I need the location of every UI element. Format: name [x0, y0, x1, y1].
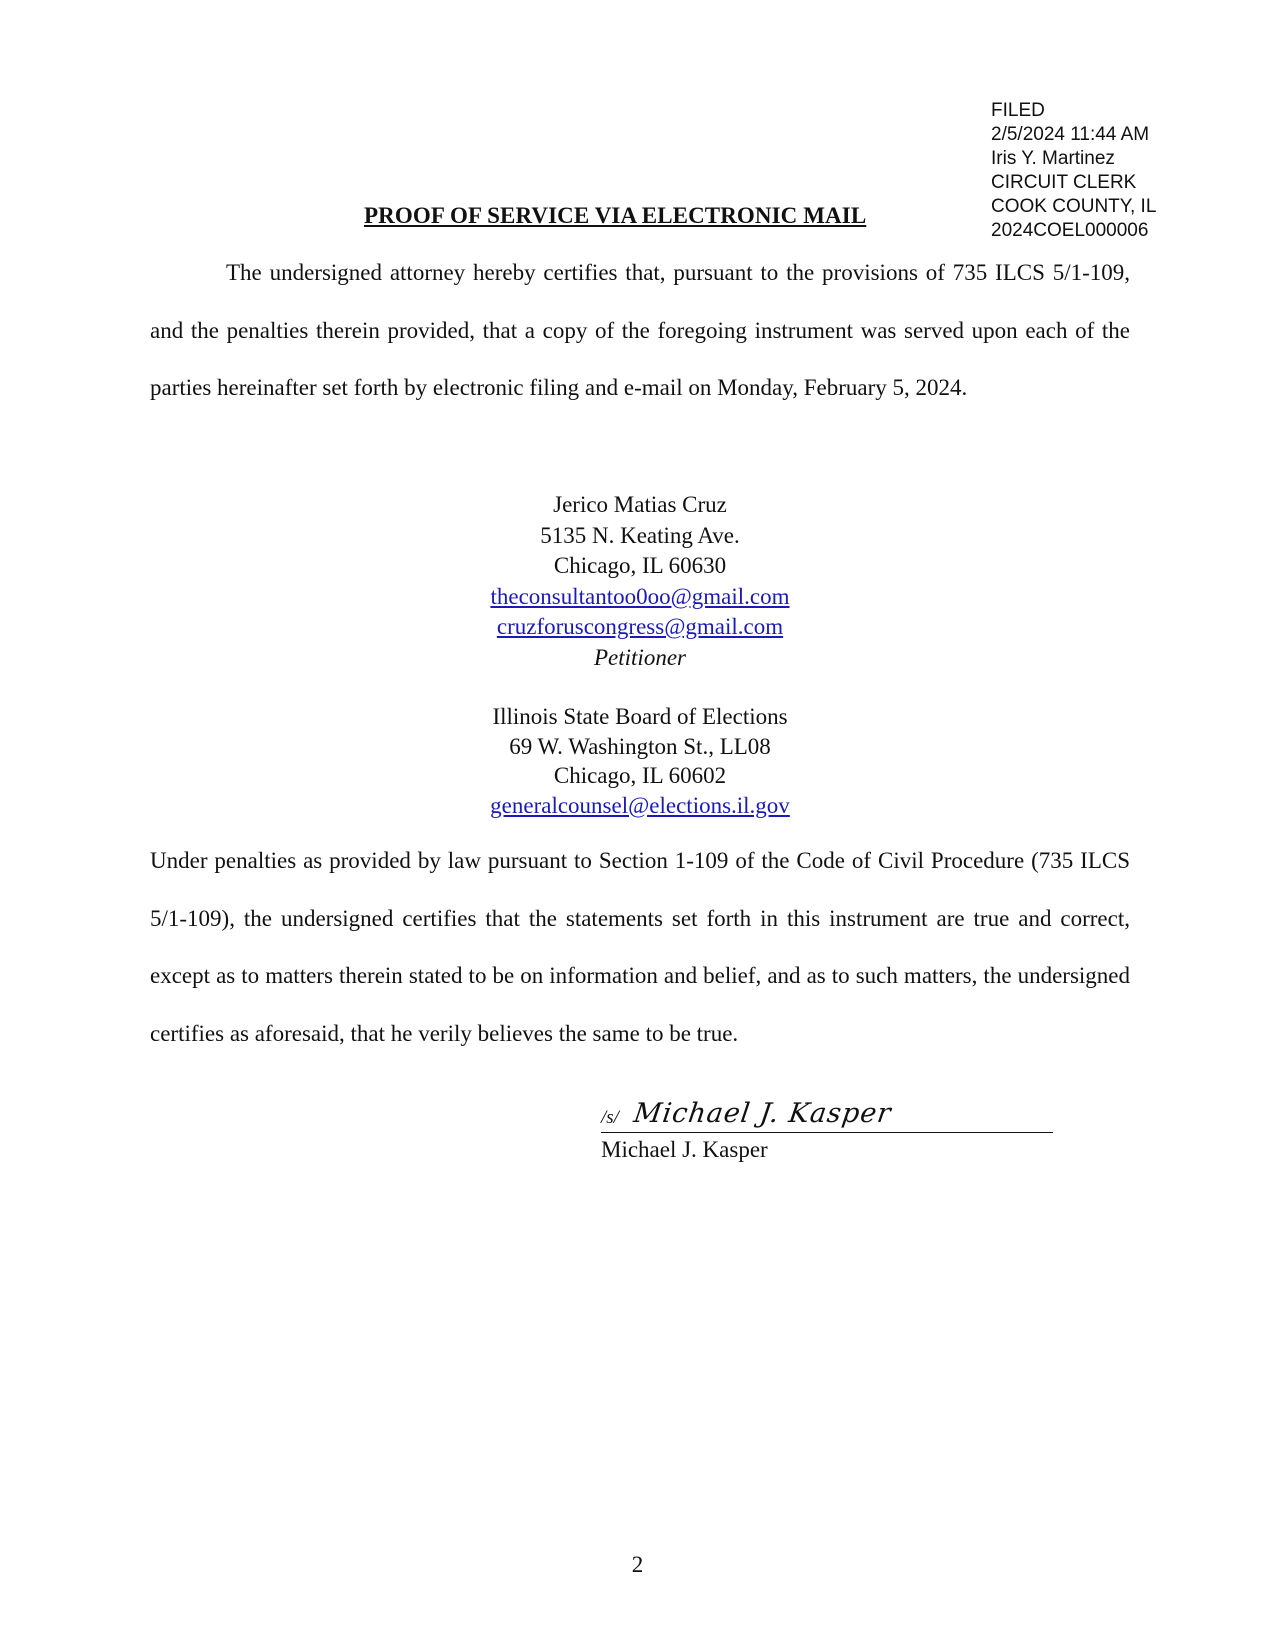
certification-paragraph: The undersigned attorney hereby certifies that, pursuant to the provisions of 735 ILCS 5/1-109, and the penalties therein provided, that a copy of the foregoing instrument was served upon each of the parties hereinafter set forth by electronic filing and e-mail on Monday, February 5, 2024. — [150, 260, 1130, 400]
document-title: PROOF OF SERVICE VIA ELECTRONIC MAIL — [364, 203, 867, 228]
party-board-of-elections — [400, 702, 880, 820]
stamp-county: COOK COUNTY, IL — [991, 196, 1157, 217]
party-street: 69 W. Washington St., LL08 — [509, 733, 771, 759]
party-email-link[interactable]: generalcounsel@elections.il.gov — [490, 792, 790, 818]
filed-stamp — [991, 99, 1156, 243]
party-name: Jerico Matias Cruz — [553, 492, 727, 517]
party-email-link[interactable]: theconsultantoo0oo@gmail.com — [490, 583, 790, 609]
party-city: Chicago, IL 60630 — [553, 553, 727, 578]
party-city: Chicago, IL 60602 — [553, 763, 727, 788]
stamp-filed: FILED — [991, 100, 1045, 121]
party-street: 5135 N. Keating Ave. — [540, 522, 740, 548]
party-name: Illinois State Board of Elections — [492, 704, 788, 729]
stamp-case-number: 2024COEL000006 — [991, 220, 1149, 241]
verification-paragraph: Under penalties as provided by law pursuant to Section 1-109 of the Code of Civil Procedure (735 ILCS 5/1-109), the undersigned certifies that the statements set forth in this instrument are true and correct, except as to matters therein stated to be on information and belief, and as to such matters, the undersigned certifies as aforesaid, that he verily believes the same to be true. — [150, 848, 1130, 1046]
signature-block — [601, 1098, 1053, 1163]
party-petitioner — [400, 490, 880, 673]
page-number: 2 — [631, 1552, 644, 1577]
stamp-clerk-title: CIRCUIT CLERK — [991, 172, 1137, 193]
party-role: Petitioner — [594, 644, 686, 670]
stamp-clerk-name: Iris Y. Martinez — [991, 148, 1115, 169]
party-email-link[interactable]: cruzforuscongress@gmail.com — [496, 614, 784, 639]
signature-script: Michael J. Kasper — [631, 1098, 894, 1129]
signature-prefix: /s/ — [601, 1107, 619, 1128]
signer-printed-name: Michael J. Kasper — [601, 1137, 768, 1162]
signature-line — [601, 1098, 1053, 1133]
stamp-datetime: 2/5/2024 11:44 AM — [991, 124, 1150, 145]
